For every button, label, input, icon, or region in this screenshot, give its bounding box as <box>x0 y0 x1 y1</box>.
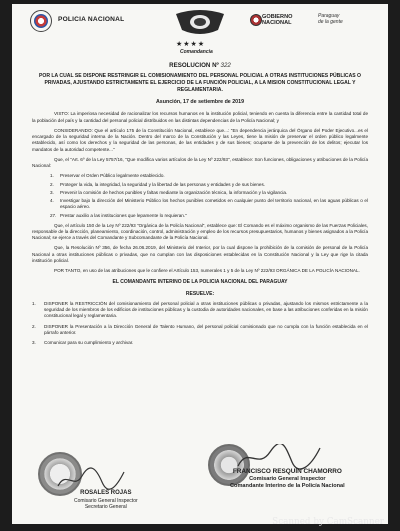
visto-paragraph: VISTO: La imperiosa necesidad de racionalizar los recursos humanos en la institución policial, teniendo en cuenta la diferencia entre la cantidad total de la población del país y la cantidad del personal policial distribuidos en las distintas dependencias de la Policía Nacional; y <box>32 111 368 123</box>
resolution-title: POR LA CUAL SE DISPONE RESTRINGIR EL COMISIONAMIENTO DEL PERSONAL POLICIAL A OTRAS INSTITUCIONES PÚBLICAS O PRIVADAS, AJUSTANDO ESTRICTAMENTE EL EJERCICIO DE LA FUNCIÓN POLICIAL, A LA MISION CONSTITUCIONAL LEGAL Y REGLAMENTARIA. <box>38 73 362 93</box>
police-seal-icon <box>30 10 52 32</box>
article-6-paragraph: Que, el "Art. 6º de la Ley 5757/16, "Que modifica varios artículos de la Ley Nº 222/93", establece: Son funciones, obligaciones y atribuciones de la Policía Nacional: <box>32 156 368 169</box>
signature-scribble-icon <box>56 466 126 492</box>
resolution-number: RESOLUCION Nº 322 <box>169 62 231 69</box>
por-tanto-paragraph: POR TANTO, en uso de las atribuciones que le confiere el Artículo 153, numerales 1 y 5 de la Ley Nº 222/93 ORGÁNICA DE LA POLICÍA NACIONAL. <box>54 268 360 274</box>
considerando-paragraph: CONSIDERANDO: Que el artículo 175 de la Constitución Nacional, establece que...: "En dependencia jerárquica del Órgano del Poder Ejecutivo...es el encargado de la seguridad interna de la Nación. Dentro del marco de la Constitución y las Leyes, tiene la misión de preservar el orden público legalmente establecido, así como los derechos y la seguridad de las personas, de las entidades y de sus bienes; ocuparse de la prevención de los delitos; ejecutar los mandatos de la autoridad competente..." <box>32 127 368 152</box>
article-150-paragraph: Que, el artículo 150 de la Ley Nº 222/93 "Orgánica de la Policía Nacional", establece que: El Comando es el máximo organismo de las Fuerzas Policiales, responsable de la dirección, planeamiento, coordinación, control, administración y empleo de los recursos presupuestarios, humanos y bienes asignados a la Policía Nacional; se ejerce a través del Comandante y Subcomandante de la Policía Nacional. <box>32 222 368 241</box>
signature-area <box>12 444 388 524</box>
document-page <box>12 4 388 524</box>
rank-stars: ★★★★ <box>176 41 206 48</box>
commander-heading: EL COMANDANTE INTERINO DE LA POLICIA NACIONAL DEL PARAGUAY <box>112 279 288 286</box>
letterhead <box>12 8 388 60</box>
list-item: 2. Proteger la vida, la integridad, la seguridad y la libertad de las personas y entidades y de sus bienes. <box>50 181 266 187</box>
org-name-left: POLICIA NACIONAL <box>58 16 125 23</box>
resuelve-heading: RESUELVE: <box>185 291 215 298</box>
resolution-date: Asunción, 17 de setiembre de 2019 <box>155 99 245 106</box>
camscanner-watermark: Scanned by CamScanner <box>272 517 384 527</box>
signature-right: FRANCISCO RESQUIN CHAMORRO Comisario General Inspector Comandante Interino de la Policía Nacional <box>230 468 345 489</box>
list-item: 27. Prestar auxilio a las instituciones que lepamente lo requieran." <box>50 212 187 218</box>
list-item: 4. Investigar bajo la dirección del Ministerio Público los hechos punibles cometidos en cualquier punto del territorio nacional, en las aguas públicas o el espacio aéreo. <box>50 198 368 210</box>
police-crest-icon <box>172 8 228 38</box>
org-name-right: GOBIERNO NACIONAL <box>262 14 293 27</box>
disposition-item: 2. DISPONER la Presentación a la Dirección General de Talento Humano, del personal policial comisionado que no cumpla con la función establecida en el párrafo anterior. <box>32 323 368 335</box>
disposition-item: 1. DISPONER la RESTRICCIÓN del comisionamiento del personal policial a otras instituciones públicas o privadas, ajustando los mismos estrictamente a la seguridad de los miembros de los edificios de instituciones públicas y la custodia de autoridades nacionales, en base a las atribuciones conferidas en la misión constitucional legal y reglamentaria. <box>32 300 368 319</box>
commandancia-label: Comandancia <box>180 49 213 55</box>
tagline: Paraguay de la gente <box>318 13 343 25</box>
functions-list <box>32 173 368 218</box>
government-seal-icon <box>250 14 262 26</box>
list-item: 1. Preservar el Orden Público legalmente establecido. <box>50 173 165 179</box>
document-body <box>32 60 368 350</box>
resolution-356-paragraph: Que, la Resolución Nº 356, de fecha 26.06.2019, del Ministerio del Interior, por la cual dispone la prohibición de la comisión de personal de la Policía Nacional a otras instituciones públicas o privadas, que no cumplan con las disposiciones establecidas en la Constitución Nacional y la Ley que rige la citada institución policial. <box>32 245 368 263</box>
list-item: 3. Prevenir la comisión de hechos punibles y faltas mediante la organización técnica, la información y la vigilancia. <box>50 189 288 195</box>
disposition-item: 3. Comunicar para su cumplimiento y archivar. <box>32 340 134 346</box>
signature-left: ROSALES ROJAS Comisario General Inspector Secretario General <box>74 490 138 510</box>
